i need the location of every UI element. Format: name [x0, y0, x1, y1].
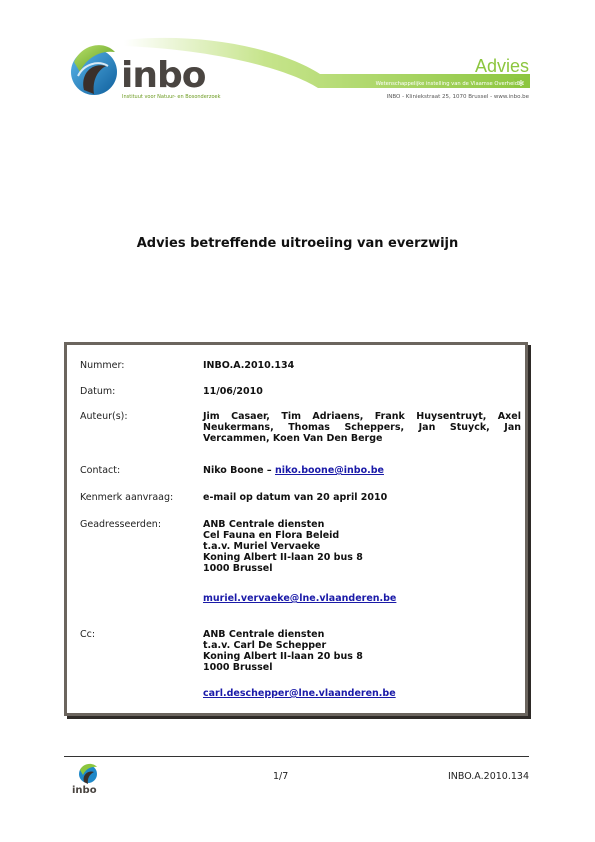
- value-auteurs: Jim Casaer, Tim Adriaens, Frank Huysentruyt, Axel Neukermans, Thomas Scheppers, Jan Stuyck, Jan Vercammen, Koen Van Den Berge: [203, 411, 521, 444]
- header-title: Advies: [474, 56, 529, 76]
- document-title: Advies betreffende uitroeiing van everzwijn: [136, 236, 459, 251]
- label-cc: Cc:: [80, 629, 96, 640]
- label-datum: Datum:: [80, 386, 116, 397]
- label-nummer: Nummer:: [80, 360, 125, 371]
- header-address: INBO - Kliniekstraat 25, 1070 Brussel - www.inbo.be: [386, 94, 529, 100]
- value-contact: [203, 465, 521, 476]
- logo-tagline: Instituut voor Natuur- en Bosonderzoek: [122, 94, 221, 100]
- inbo-logo-icon: [71, 45, 117, 95]
- address-line: ANB Centrale diensten: [203, 629, 325, 640]
- info-box: [64, 342, 528, 716]
- value-nummer: INBO.A.2010.134: [203, 360, 295, 371]
- value-datum: 11/06/2010: [203, 386, 263, 397]
- address-line: ANB Centrale diensten: [203, 519, 325, 530]
- value-geadresseerden-email: [203, 593, 521, 604]
- label-auteurs: Auteur(s):: [80, 411, 128, 422]
- label-geadresseerden: Geadresseerden:: [80, 519, 162, 530]
- value-kenmerk: e-mail op datum van 20 april 2010: [203, 492, 388, 503]
- logo-wordmark: inbo: [121, 55, 206, 96]
- address-line: Koning Albert II-laan 20 bus 8: [203, 552, 363, 563]
- address-line: t.a.v. Muriel Vervaeke: [203, 541, 321, 552]
- contact-email-link[interactable]: niko.boone@inbo.be: [274, 465, 384, 476]
- geadresseerden-email-link[interactable]: muriel.vervaeke@lne.vlaanderen.be: [203, 593, 397, 604]
- svg-text:✻: ✻: [517, 79, 525, 88]
- letterhead: [0, 0, 595, 110]
- value-geadresseerden: [203, 519, 521, 574]
- band-text: Wetenschappelijke instelling van de Vlaamse Overheid: [375, 81, 518, 87]
- footer-reference: INBO.A.2010.134: [447, 771, 529, 782]
- value-cc-email: [203, 688, 521, 699]
- page-number: 1/7: [273, 771, 289, 782]
- address-line: Koning Albert II-laan 20 bus 8: [203, 651, 363, 662]
- address-line: 1000 Brussel: [203, 662, 273, 673]
- address-line: t.a.v. Carl De Schepper: [203, 640, 327, 651]
- label-contact: Contact:: [80, 465, 121, 476]
- footer-logo-text: inbo: [72, 785, 97, 796]
- address-line: Cel Fauna en Flora Beleid: [203, 530, 340, 541]
- footer-divider: [64, 756, 529, 757]
- contact-name: Niko Boone –: [203, 465, 275, 476]
- label-kenmerk: Kenmerk aanvraag:: [80, 492, 174, 503]
- cc-email-link[interactable]: carl.deschepper@lne.vlaanderen.be: [203, 688, 396, 699]
- value-cc: [203, 629, 521, 673]
- address-line: 1000 Brussel: [203, 563, 273, 574]
